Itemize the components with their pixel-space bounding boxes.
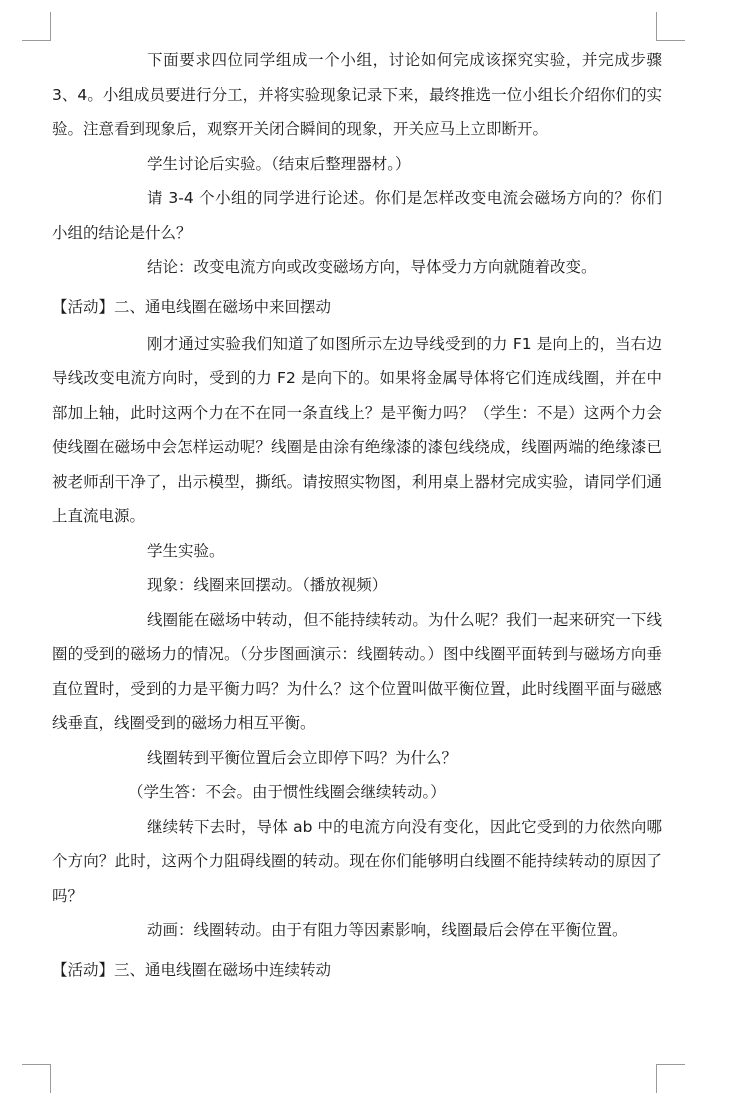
- paragraph-student-discussion: 学生讨论后实验。（结束后整理器材。）: [147, 154, 411, 173]
- corner-mark-top-left: [22, 12, 51, 41]
- corner-mark-bottom-left: [22, 1064, 51, 1093]
- document-body: [52, 43, 662, 990]
- corner-mark-top-right: [656, 12, 685, 41]
- paragraph-coil-intro: 刚才通过实验我们知道了如图所示左边导线受到的力 F1 是向上的，当右边导线改变电流方向时，受到的力 F2 是向下的。如果将金属导体将它们连成线圈，并在中部加上轴，此时这两个力在不在同一条直线上？是平衡力吗？（学生：不是）这两个力会使线圈在磁场中会怎样运动呢？线圈是由涂有绝缘漆的漆包线绕成，线圈两端的绝缘漆已被老师刮干净了，出示模型，撕纸。请按照实物图，利用桌上器材完成实验，请同学们通上直流电源。: [52, 334, 662, 525]
- paragraph-question-stop: 线圈转到平衡位置后会立即停下吗？为什么？: [147, 748, 458, 767]
- paragraph-balance-position: 线圈能在磁场中转动，但不能持续转动。为什么呢？我们一起来研究一下线圈的受到的磁场力的情况。（分步图画演示：线圈转动。）图中线圈平面转到与磁场方向垂直位置时，受到的力是平衡力吗？为什么？这个位置叫做平衡位置，此时线圈平面与磁感线垂直，线圈受到的磁场力相互平衡。: [52, 610, 662, 732]
- paragraph-group-task: 下面要求四位同学组成一个小组，讨论如何完成该探究实验，并完成步骤 3、4。小组成员要进行分工，并将实验现象记录下来，最终推选一位小组长介绍你们的实验。注意看到现象后，观察开关闭合瞬间的现象，开关应马上立即断开。: [52, 51, 662, 138]
- section-heading-activity-2: 【活动】二、通电线圈在磁场中来回摆动: [52, 297, 332, 316]
- paragraph-conclusion: 结论：改变电流方向或改变磁场方向，导体受力方向就随着改变。: [147, 258, 597, 276]
- paragraph-student-experiment: 学生实验。: [147, 541, 225, 560]
- paragraph-phenomenon: 现象：线圈来回摆动。（播放视频）: [147, 576, 388, 594]
- section-heading-activity-3: 【活动】三、通电线圈在磁场中连续转动: [52, 960, 332, 979]
- paragraph-student-answer: （学生答：不会。由于惯性线圈会继续转动。）: [128, 783, 446, 801]
- paragraph-continue-rotation: 继续转下去时，导体 ab 中的电流方向没有变化，因此它受到的力依然向哪个方向？此时，这两个力阻碍线圈的转动。现在你们能够明白线圈不能持续转动的原因了吗？: [52, 817, 662, 905]
- paragraph-animation: 动画：线圈转动。由于有阻力等因素影响，线圈最后会停在平衡位置。: [147, 921, 628, 939]
- corner-mark-bottom-right: [656, 1064, 685, 1093]
- paragraph-group-report: 请 3-4 个小组的同学进行论述。你们是怎样改变电流会磁场方向的？你们小组的结论是什么？: [52, 189, 662, 242]
